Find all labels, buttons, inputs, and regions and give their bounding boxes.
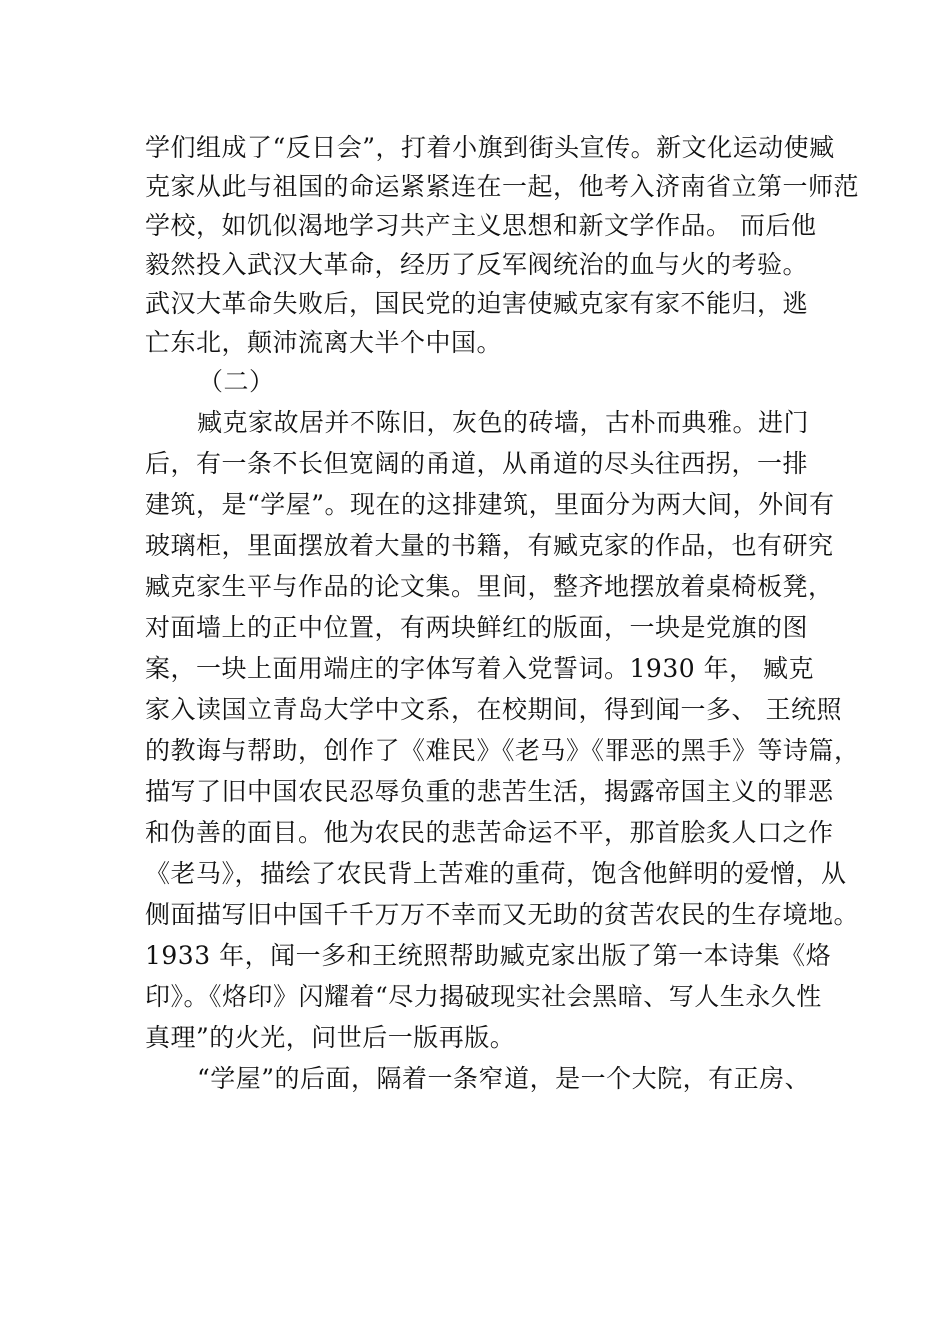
text-line: 1933 年，闻一多和王统照帮助臧克家出版了第一本诗集《烙 [145, 941, 832, 970]
text-line: 亡东北，颠沛流离大半个中国。 [145, 328, 503, 357]
text-line: 玻璃柜，里面摆放着大量的书籍，有臧克家的作品，也有研究 [145, 531, 834, 560]
text-line: 家入读国立青岛大学中文系，在校期间，得到闻一多、 王统照 [145, 695, 842, 724]
text-line: 《老马》，描绘了农民背上苦难的重荷，饱含他鲜明的爱憎，从 [145, 859, 847, 888]
text-line: 印》。《烙印》闪耀着“尽力揭破现实社会黑暗、写人生永久性 [145, 982, 822, 1011]
text-line: 侧面描写旧中国千千万万不幸而又无助的贫苦农民的生存境地。 [145, 900, 860, 929]
text-line: 臧克家生平与作品的论文集。里间，整齐地摆放着桌椅板凳， [145, 572, 834, 601]
text-line: 真理”的火光，问世后一版再版。 [145, 1023, 516, 1052]
text-line: 学们组成了“反日会”，打着小旗到街头宣传。新文化运动使臧 [145, 133, 835, 162]
text-line: 后，有一条不长但宽阔的甬道，从甬道的尽头往西拐，一排 [145, 449, 809, 478]
text-line: 武汉大革命失败后，国民党的迫害使臧克家有家不能归，逃 [145, 289, 809, 318]
text-line: 和伪善的面目。他为农民的悲苦命运不平，那首脍炙人口之作 [145, 818, 834, 847]
paragraph-first-line: 臧克家故居并不陈旧，灰色的砖墙，古朴而典雅。进门 [197, 408, 810, 437]
text-line: 案，一块上面用端庄的字体写着入党誓词。1930 年， 臧克 [145, 654, 815, 683]
text-line: 建筑，是“学屋”。现在的这排建筑，里面分为两大间，外间有 [145, 490, 835, 519]
paragraph-first-line: “学屋”的后面，隔着一条窄道，是一个大院，有正房、 [197, 1064, 811, 1093]
text-line: 克家从此与祖国的命运紧紧连在一起，他考入济南省立第一师范 [145, 172, 860, 201]
section-heading: （二） [198, 367, 275, 396]
text-line: 毅然投入武汉大革命，经历了反军阀统治的血与火的考验。 [145, 250, 809, 279]
text-line: 学校，如饥似渴地学习共产主义思想和新文学作品。 而后他 [145, 211, 817, 240]
text-line: 的教诲与帮助，创作了《难民》《老马》《罪恶的黑手》等诗篇， [145, 736, 860, 765]
text-line: 对面墙上的正中位置，有两块鲜红的版面，一块是党旗的图 [145, 613, 809, 642]
text-line: 描写了旧中国农民忍辱负重的悲苦生活，揭露帝国主义的罪恶 [145, 777, 834, 806]
